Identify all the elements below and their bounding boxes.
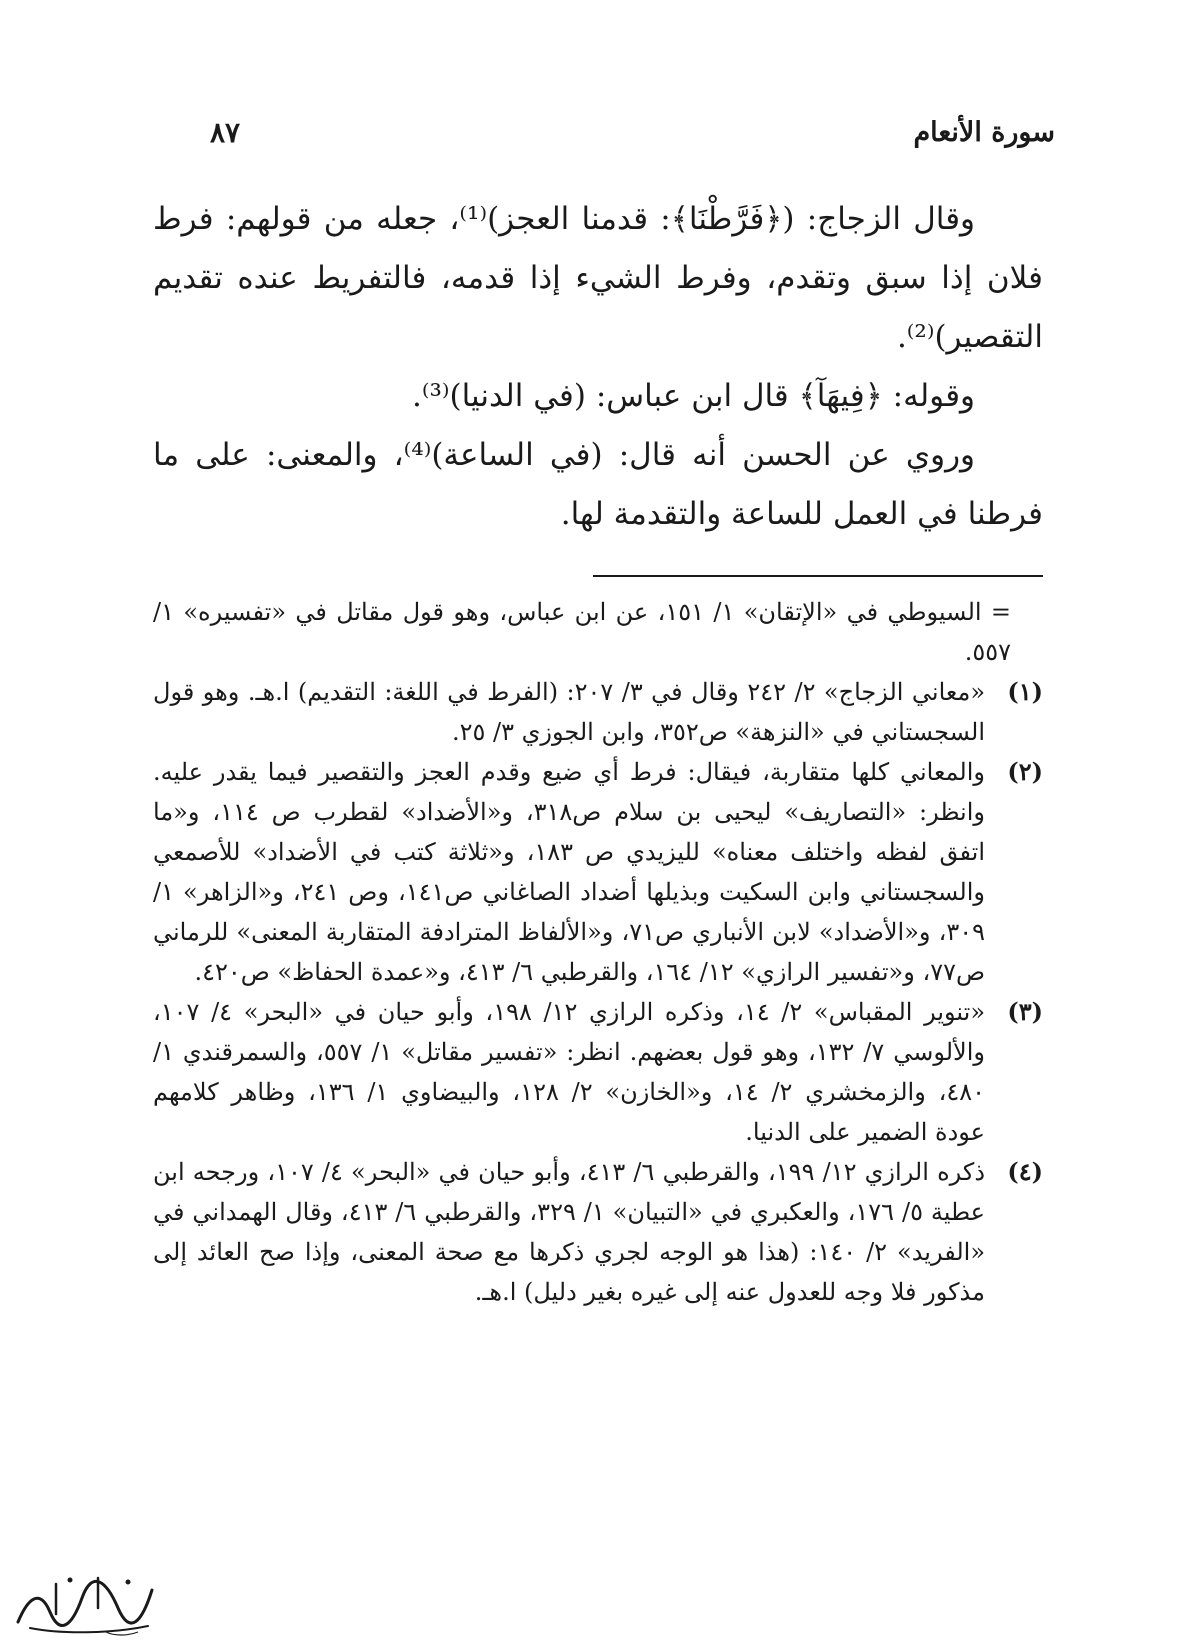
footnote-marker: (٢) <box>1007 757 1043 786</box>
footnote-marker: (٣) <box>1007 997 1043 1026</box>
footnote-1 <box>153 672 1043 752</box>
publisher-stamp-logo <box>10 1568 160 1640</box>
main-paragraph-1: وقال الزجاج: (﴿فَرَّطْنَا﴾: قدمنا العجز)⁽¹⁾، جعله من قولهم: فرط فلان إذا سبق وتقدم، وفرط الشيء إذا قدمه، فالتفريط عنده تقديم التقصير)⁽²⁾. <box>153 201 1043 355</box>
page-number: ٨٧ <box>210 115 241 149</box>
footnote-text: والمعاني كلها متقاربة، فيقال: فرط أي ضيع وقدم العجز والتقصير فيما يقدر عليه. وانظر: «التصاريف» ليحيى بن سلام ص٣١٨، و«الأضداد» لقطرب ص ١١٤، و«ما اتفق لفظه واختلف معناه» لليزيدي ص ١٨٣، و«ثلاثة كتب في الأضداد» للأصمعي والسجستاني وابن السكيت وبذيلها أضداد الصاغاني ص١٤١، وص ٢٤١، و«الزاهر» ١/ ٣٠٩، و«الأضداد» لابن الأنباري ص٧١، و«الألفاظ المترادفة المتقاربة المعنى» للرماني ص٧٧، و«تفسير الرازي» ١٢/ ١٦٤، والقرطبي ٦/ ٤١٣، و«عمدة الحفاظ» ص٤٢٠. <box>153 758 985 986</box>
footnote-marker: (١) <box>1007 677 1043 706</box>
footnote-4 <box>153 1152 1043 1312</box>
footnote-text: ذكره الرازي ١٢/ ١٩٩، والقرطبي ٦/ ٤١٣، وأبو حيان في «البحر» ٤/ ١٠٧، ورجحه ابن عطية ٥/ ١٧٦، والعكبري في «التبيان» ١/ ٣٢٩، والقرطبي ٦/ ٤١٣، وقال الهمداني في «الفريد» ٢/ ١٤٠: (هذا هو الوجه لجري ذكرها مع صحة المعنى، وإذا صح العائد إلى مذكور فلا وجه للعدول عنه إلى غيره بغير دليل) ا.هـ. <box>153 1158 986 1306</box>
main-paragraph-3: وروي عن الحسن أنه قال: (في الساعة)⁽⁴⁾، والمعنى: على ما فرطنا في العمل للساعة والتقدمة لها. <box>153 437 1043 532</box>
footnote-text: «تنوير المقباس» ٢/ ١٤، وذكره الرازي ١٢/ ١٩٨، وأبو حيان في «البحر» ٤/ ١٠٧، والألوسي ٧/ ١٣٢، وهو قول بعضهم. انظر: «تفسير مقاتل» ١/ ٥٥٧، والسمرقندي ١/ ٤٨٠، والزمخشري ٢/ ١٤، و«الخازن» ٢/ ١٢٨، والبيضاوي ١/ ١٣٦، وظاهر كلامهم عودة الضمير على الدنيا. <box>153 998 986 1146</box>
footnote-divider <box>593 575 1043 577</box>
footnotes <box>153 592 1043 1312</box>
running-header <box>210 112 1055 152</box>
footnote-2 <box>153 752 1043 992</box>
main-paragraph-2: وقوله: ﴿فِيهَآ﴾ قال ابن عباس: (في الدنيا)⁽³⁾. <box>411 378 975 414</box>
surah-title: سورة الأنعام <box>913 116 1055 148</box>
footnote-marker: (٤) <box>1007 1157 1043 1186</box>
footnote-continuation <box>153 592 1043 672</box>
footnote-text: «معاني الزجاج» ٢/ ٢٤٢ وقال في ٣/ ٢٠٧: (الفرط في اللغة: التقديم) ا.هـ. وهو قول السجستاني في «النزهة» ص٣٥٢، وابن الجوزي ٣/ ٢٥. <box>153 678 986 746</box>
main-text <box>153 190 1043 544</box>
footnote-3 <box>153 992 1043 1152</box>
footnote-continuation-text: = السيوطي في «الإتقان» ١/ ١٥١، عن ابن عباس، وهو قول مقاتل في «تفسيره» ١/ ٥٥٧. <box>153 598 1012 666</box>
